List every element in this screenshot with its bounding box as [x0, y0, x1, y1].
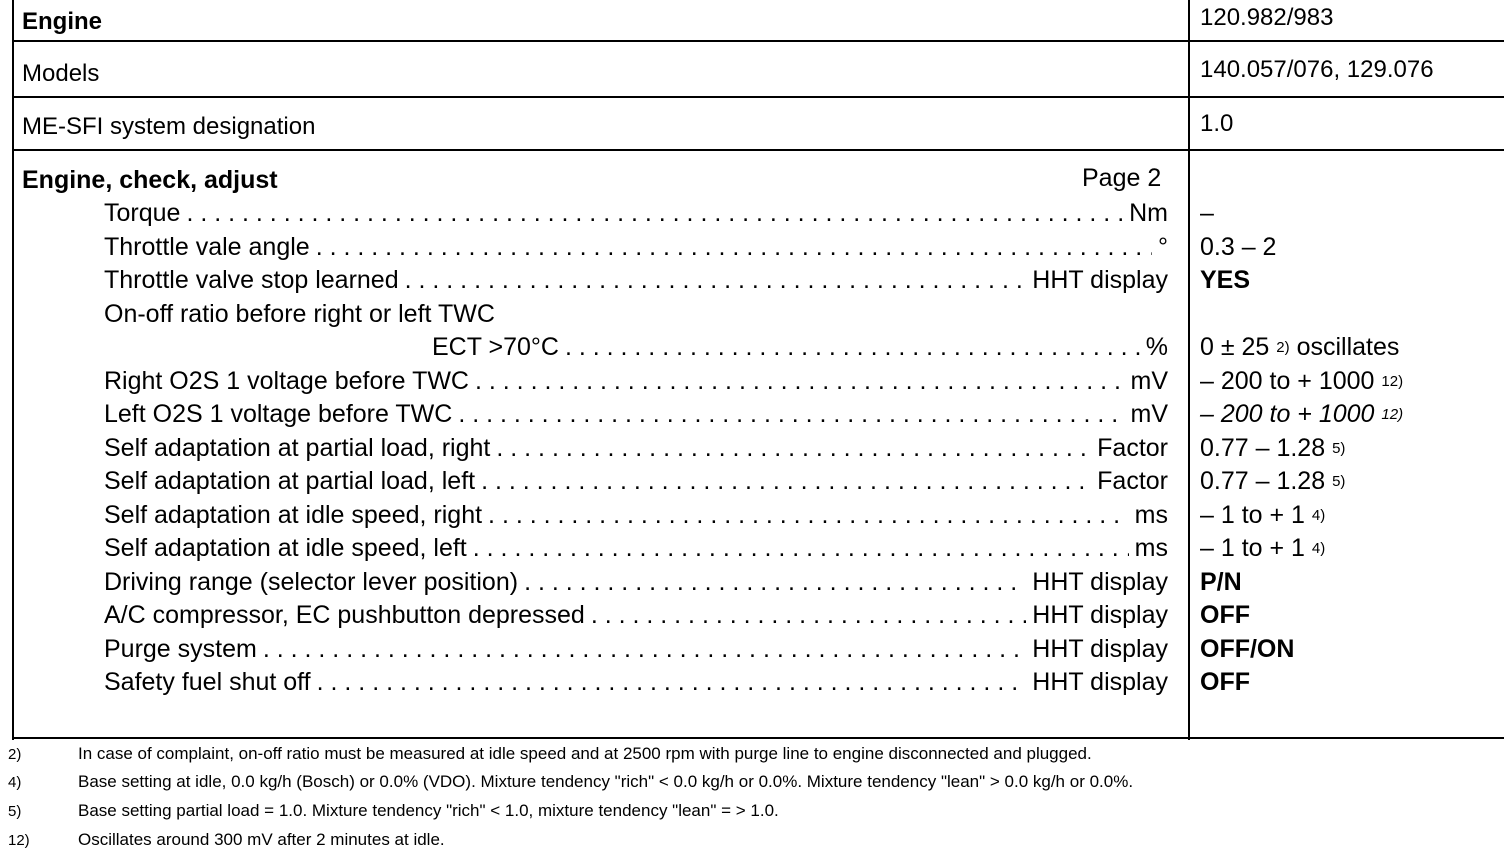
- spec-value-suffix: oscillates: [1289, 333, 1400, 361]
- leader-dots: [496, 434, 1091, 463]
- row-divider-system: [12, 149, 1504, 151]
- spec-label: On-off ratio before right or left TWC: [104, 300, 495, 328]
- section-title: Engine, check, adjust: [22, 166, 278, 194]
- spec-unit: mV: [1130, 367, 1168, 395]
- leader-dots: [317, 668, 1027, 697]
- spec-unit: Factor: [1097, 467, 1168, 495]
- spec-unit: Nm: [1129, 199, 1168, 227]
- leader-dots: [458, 400, 1124, 429]
- leader-dots: [565, 333, 1140, 362]
- spec-value: – 200 to + 1000 12): [1200, 400, 1404, 428]
- spec-value: [1200, 264, 1250, 297]
- spec-value: – 200 to + 1000 12): [1200, 367, 1404, 395]
- spec-value: [1200, 599, 1250, 632]
- spec-unit: %: [1145, 333, 1168, 361]
- spec-label: Throttle valve stop learned: [104, 266, 399, 294]
- footnote-text: Base setting at idle, 0.0 kg/h (Bosch) or 0.0% (VDO). Mixture tendency "rich" < 0.0 kg/h or 0.0%. Mixture tendency "lean" > 0.0 kg/h or 0.0%.: [78, 772, 1134, 791]
- models-label: Models: [22, 60, 100, 87]
- footnote-number: 2): [8, 746, 22, 763]
- spec-value-text: 0.3 – 2: [1200, 233, 1277, 261]
- spec-row: [104, 365, 1168, 398]
- spec-label: A/C compressor, EC pushbutton depressed: [104, 601, 585, 629]
- spec-unit: ms: [1134, 534, 1168, 562]
- spec-row: [104, 633, 1168, 666]
- spec-row: [104, 264, 1168, 297]
- spec-row: [104, 599, 1168, 632]
- spec-value-text: P/N: [1200, 568, 1242, 596]
- spec-unit: mV: [1130, 400, 1168, 428]
- spec-label: Right O2S 1 voltage before TWC: [104, 367, 469, 395]
- spec-row: [104, 499, 1168, 532]
- spec-unit: HHT display: [1032, 635, 1168, 663]
- spec-row: [432, 331, 1168, 364]
- spec-row: [104, 465, 1168, 498]
- leader-dots: [481, 467, 1091, 496]
- leader-dots: [488, 501, 1129, 530]
- spec-unit: Factor: [1097, 434, 1168, 462]
- leader-dots: [405, 266, 1027, 295]
- spec-label: Self adaptation at partial load, right: [104, 434, 491, 462]
- spec-value: [1200, 633, 1294, 666]
- spec-row: [104, 666, 1168, 699]
- models-value: 140.057/076, 129.076: [1200, 56, 1434, 83]
- spec-label: Safety fuel shut off: [104, 668, 311, 696]
- system-label: ME-SFI system designation: [22, 113, 316, 140]
- spec-value: [1200, 231, 1276, 264]
- spec-unit: HHT display: [1032, 568, 1168, 596]
- spec-unit: ms: [1134, 501, 1168, 529]
- leader-dots: [263, 635, 1026, 664]
- page-number: Page 2: [1082, 164, 1162, 192]
- row-divider-engine: [12, 40, 1504, 42]
- spec-row: [104, 298, 1168, 331]
- leader-dots: [186, 199, 1123, 228]
- spec-value-text: – 1 to + 1: [1200, 501, 1305, 529]
- spec-value-text: 0 ± 25: [1200, 333, 1270, 361]
- spec-value-text: – 200 to + 1000: [1200, 400, 1375, 428]
- spec-unit: °: [1158, 233, 1168, 261]
- spec-label: ECT >70°C: [432, 333, 559, 361]
- leader-dots: [316, 233, 1152, 262]
- left-border: [12, 0, 14, 740]
- spec-value-text: OFF: [1200, 601, 1250, 629]
- spec-row: [104, 566, 1168, 599]
- footnote-text: Oscillates around 300 mV after 2 minutes at idle.: [78, 830, 445, 849]
- engine-label: Engine: [22, 8, 103, 35]
- footnote-number: 5): [8, 803, 22, 820]
- spec-value-text: 0.77 – 1.28: [1200, 434, 1326, 462]
- spec-value: [1200, 666, 1250, 699]
- leader-dots: [475, 367, 1125, 396]
- spec-value-text: YES: [1200, 266, 1251, 294]
- spec-row: [104, 398, 1168, 431]
- spec-value-text: – 200 to + 1000: [1200, 367, 1375, 395]
- column-divider: [1188, 0, 1190, 740]
- spec-label: Driving range (selector lever position): [104, 568, 519, 596]
- footnote-number: 12): [8, 832, 30, 849]
- footnote-text: In case of complaint, on-off ratio must be measured at idle speed and at 2500 rpm with purge line to engine disconnected and plugged.: [78, 744, 1092, 763]
- system-value: 1.0: [1200, 110, 1234, 137]
- spec-row: [104, 532, 1168, 565]
- spec-label: Self adaptation at idle speed, left: [104, 534, 467, 562]
- spec-unit: HHT display: [1032, 266, 1168, 294]
- leader-dots: [524, 568, 1026, 597]
- spec-row: [104, 432, 1168, 465]
- spec-value: – 1 to + 1 4): [1200, 534, 1326, 562]
- spec-value-text: –: [1200, 199, 1214, 227]
- spec-label: Purge system: [104, 635, 257, 663]
- spec-row: [104, 197, 1168, 230]
- spec-value: [1200, 566, 1242, 599]
- spec-value: 0 ± 25 2) oscillates: [1200, 333, 1400, 361]
- engine-value: 120.982/983: [1200, 4, 1334, 31]
- leader-dots: [473, 534, 1129, 563]
- spec-unit: HHT display: [1032, 601, 1168, 629]
- spec-value-text: – 1 to + 1: [1200, 534, 1305, 562]
- spec-value-text: 0.77 – 1.28: [1200, 467, 1326, 495]
- table-bottom-border: [12, 737, 1504, 739]
- spec-label: Self adaptation at idle speed, right: [104, 501, 483, 529]
- spec-value: 0.77 – 1.28 5): [1200, 434, 1346, 462]
- row-divider-models: [12, 96, 1504, 98]
- spec-label: Throttle vale angle: [104, 233, 310, 261]
- spec-label: Self adaptation at partial load, left: [104, 467, 476, 495]
- spec-value: – 1 to + 1 4): [1200, 501, 1326, 529]
- spec-label: Torque: [104, 199, 181, 227]
- spec-value-text: OFF/ON: [1200, 635, 1295, 663]
- spec-label: Left O2S 1 voltage before TWC: [104, 400, 453, 428]
- spec-value: 0.77 – 1.28 5): [1200, 467, 1346, 495]
- footnote-number: 4): [8, 774, 22, 791]
- spec-value: [1200, 197, 1214, 230]
- spec-unit: HHT display: [1032, 668, 1168, 696]
- spec-row: [104, 231, 1168, 264]
- footnote-text: Base setting partial load = 1.0. Mixture tendency "rich" < 1.0, mixture tendency "lean" = > 1.0.: [78, 801, 779, 820]
- leader-dots: [591, 601, 1026, 630]
- spec-value-text: OFF: [1200, 668, 1250, 696]
